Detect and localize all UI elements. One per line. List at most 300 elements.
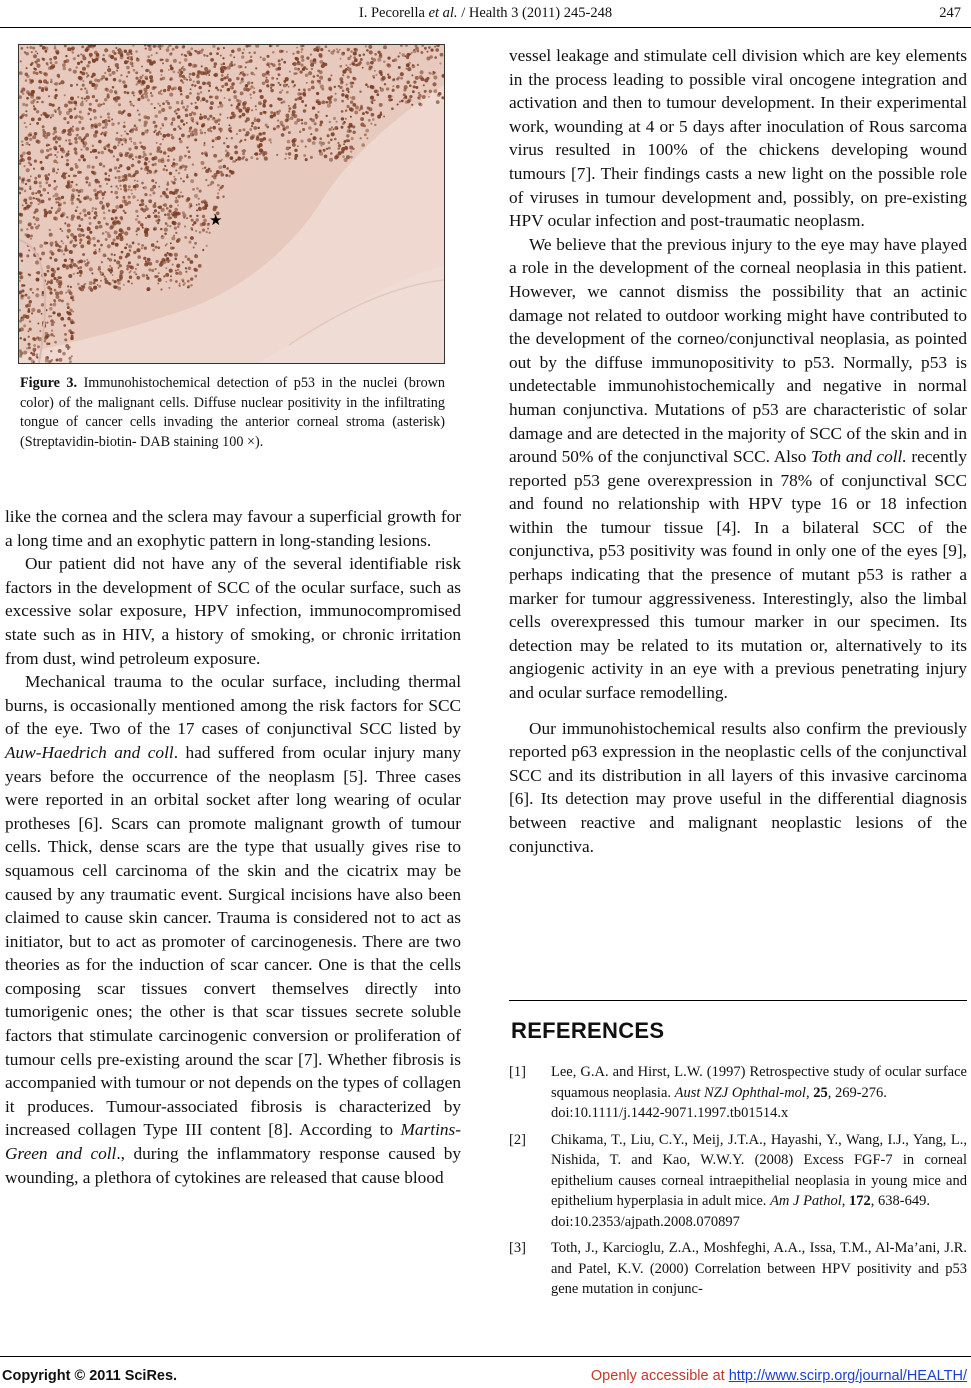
stained-nucleus (431, 49, 434, 52)
stained-nucleus (67, 306, 70, 309)
stained-nucleus (113, 145, 117, 149)
stained-nucleus (135, 71, 138, 74)
stained-nucleus (42, 125, 45, 128)
stained-nucleus (86, 235, 90, 239)
stained-nucleus (360, 58, 363, 61)
stained-nucleus (107, 68, 111, 72)
stained-nucleus (400, 77, 403, 80)
stained-nucleus (212, 139, 215, 142)
stained-nucleus (372, 99, 375, 102)
stained-nucleus (54, 97, 56, 99)
stained-nucleus (196, 187, 199, 190)
reference-item: [2] Chikama, T., Liu, C.Y., Meij, J.T.A., Hayashi, Y., Wang, I.J., Yang, L., Nishida, T. and Kao, W.W.Y. (2008) Excess FGF-7 in corneal epithelium causes corneal intraepithelial neoplasia in young mice and epithelium hyperplasia in adult mice. Am J Pathol, 172, 638-649. doi:10.2353/ajpath.2008.070897 (509, 1131, 967, 1230)
running-head: I. Pecorella et al. / Health 3 (2011) 245-248 (358, 5, 613, 21)
stained-nucleus (139, 141, 142, 144)
stained-nucleus (63, 60, 66, 63)
stained-nucleus (90, 126, 93, 129)
stained-nucleus (58, 245, 60, 247)
stained-nucleus (286, 146, 290, 150)
stained-nucleus (168, 287, 170, 289)
stained-nucleus (33, 216, 36, 219)
stained-nucleus (70, 331, 73, 334)
stained-nucleus (419, 103, 423, 107)
stained-nucleus (308, 71, 312, 75)
stained-nucleus (141, 182, 144, 185)
stained-nucleus (36, 353, 38, 355)
stained-nucleus (58, 204, 61, 207)
stained-nucleus (39, 244, 43, 248)
stained-nucleus (380, 88, 384, 92)
stained-nucleus (287, 140, 291, 144)
stained-nucleus (43, 79, 47, 83)
stained-nucleus (164, 213, 167, 216)
stained-nucleus (57, 151, 59, 153)
stained-nucleus (204, 142, 206, 144)
stained-nucleus (55, 61, 58, 64)
stained-nucleus (434, 89, 438, 93)
stained-nucleus (55, 291, 59, 295)
stained-nucleus (21, 179, 24, 182)
stained-nucleus (346, 84, 348, 86)
stained-nucleus (77, 134, 79, 136)
stained-nucleus (157, 282, 159, 284)
stained-nucleus (82, 253, 85, 256)
stained-nucleus (137, 215, 139, 217)
stained-nucleus (179, 127, 181, 129)
stained-nucleus (226, 137, 228, 139)
reference-doi[interactable]: doi:10.1111/j.1442-9071.1997.tb01514.x (551, 1105, 789, 1121)
stained-nucleus (88, 61, 91, 64)
stained-nucleus (193, 268, 196, 271)
stained-nucleus (286, 117, 290, 121)
stained-nucleus (342, 90, 345, 93)
stained-nucleus (101, 261, 103, 263)
stained-nucleus (119, 164, 122, 167)
stained-nucleus (111, 118, 113, 120)
stained-nucleus (329, 158, 333, 162)
stained-nucleus (193, 128, 197, 132)
stained-nucleus (233, 91, 235, 93)
stained-nucleus (103, 103, 106, 106)
stained-nucleus (90, 118, 92, 120)
stained-nucleus (70, 286, 72, 288)
stained-nucleus (403, 93, 406, 96)
stained-nucleus (31, 312, 33, 314)
stained-nucleus (368, 119, 371, 122)
stained-nucleus (175, 112, 177, 114)
stained-nucleus (172, 117, 176, 121)
stained-nucleus (317, 70, 320, 73)
stained-nucleus (108, 175, 110, 177)
stained-nucleus (186, 176, 189, 179)
stained-nucleus (158, 110, 162, 114)
stained-nucleus (428, 96, 430, 98)
stained-nucleus (177, 268, 180, 271)
stained-nucleus (33, 99, 36, 102)
stained-nucleus (19, 280, 21, 282)
stained-nucleus (140, 223, 143, 226)
stained-nucleus (104, 172, 107, 175)
stained-nucleus (83, 158, 86, 161)
stained-nucleus (124, 91, 127, 94)
stained-nucleus (36, 101, 38, 103)
stained-nucleus (149, 153, 152, 156)
stained-nucleus (133, 69, 136, 72)
stained-nucleus (177, 72, 179, 74)
stained-nucleus (131, 164, 134, 167)
stained-nucleus (284, 158, 286, 160)
stained-nucleus (336, 128, 338, 130)
stained-nucleus (272, 51, 275, 54)
stained-nucleus (151, 94, 154, 97)
stained-nucleus (103, 217, 106, 220)
stained-nucleus (111, 267, 113, 269)
stained-nucleus (250, 156, 253, 159)
stained-nucleus (189, 130, 192, 133)
stained-nucleus (270, 111, 273, 114)
stained-nucleus (194, 173, 198, 177)
stained-nucleus (220, 173, 224, 177)
stained-nucleus (392, 90, 394, 92)
stained-nucleus (321, 100, 325, 104)
stained-nucleus (132, 242, 135, 245)
stained-nucleus (135, 268, 137, 270)
stained-nucleus (65, 247, 68, 250)
stained-nucleus (107, 244, 111, 248)
stained-nucleus (313, 75, 316, 78)
stained-nucleus (104, 278, 107, 281)
stained-nucleus (99, 225, 103, 229)
stained-nucleus (33, 344, 36, 347)
stained-nucleus (53, 303, 57, 307)
stained-nucleus (80, 218, 83, 221)
stained-nucleus (175, 270, 177, 272)
stained-nucleus (341, 126, 344, 129)
open-access-notice: Openly accessible at http://www.scirp.org/journal/HEALTH/ (590, 1368, 967, 1384)
stained-nucleus (295, 98, 298, 101)
stained-nucleus (87, 113, 90, 116)
stained-nucleus (58, 145, 61, 148)
stained-nucleus (73, 244, 77, 248)
stained-nucleus (94, 125, 97, 128)
stained-nucleus (339, 65, 342, 68)
stained-nucleus (128, 185, 131, 188)
stained-nucleus (358, 54, 361, 57)
stained-nucleus (147, 288, 150, 291)
stained-nucleus (69, 258, 71, 260)
stained-nucleus (203, 115, 207, 119)
stained-nucleus (120, 74, 122, 76)
stained-nucleus (35, 51, 37, 53)
paragraph: like the cornea and the sclera may favour a superficial growth for a long time and an exophytic pattern in long-standing lesions. (5, 507, 461, 550)
reference-doi[interactable]: doi:10.2353/ajpath.2008.070897 (551, 1213, 740, 1230)
stained-nucleus (200, 223, 204, 227)
stained-nucleus (80, 88, 82, 90)
stained-nucleus (221, 185, 224, 188)
stained-nucleus (371, 102, 373, 104)
stained-nucleus (157, 246, 160, 249)
stained-nucleus (76, 184, 78, 186)
references-heading: REFERENCES (511, 1018, 665, 1043)
stained-nucleus (123, 84, 127, 88)
stained-nucleus (428, 72, 430, 74)
stained-nucleus (113, 155, 115, 157)
stained-nucleus (241, 55, 244, 58)
stained-nucleus (179, 140, 183, 144)
stained-nucleus (177, 238, 181, 242)
stained-nucleus (177, 195, 181, 199)
stained-nucleus (204, 67, 208, 71)
stained-nucleus (69, 250, 73, 254)
stained-nucleus (118, 103, 121, 106)
stained-nucleus (50, 61, 53, 64)
stained-nucleus (297, 61, 301, 65)
stained-nucleus (255, 109, 257, 111)
stained-nucleus (23, 324, 26, 327)
stained-nucleus (346, 87, 350, 91)
stained-nucleus (160, 78, 163, 81)
stained-nucleus (99, 185, 102, 188)
stained-nucleus (326, 148, 328, 150)
stained-nucleus (209, 106, 213, 110)
stained-nucleus (398, 66, 401, 69)
stained-nucleus (123, 125, 126, 128)
stained-nucleus (406, 81, 410, 85)
stained-nucleus (310, 54, 312, 56)
stained-nucleus (139, 76, 142, 79)
stained-nucleus (323, 149, 326, 152)
stained-nucleus (117, 220, 119, 222)
stained-nucleus (101, 132, 103, 134)
stained-nucleus (302, 92, 306, 96)
stained-nucleus (293, 62, 297, 66)
stained-nucleus (420, 70, 424, 74)
stained-nucleus (128, 188, 130, 190)
stained-nucleus (103, 146, 106, 149)
stained-nucleus (245, 66, 247, 68)
stained-nucleus (263, 137, 267, 141)
stained-nucleus (306, 56, 309, 59)
stained-nucleus (123, 188, 127, 192)
stained-nucleus (202, 249, 204, 251)
stained-nucleus (352, 148, 355, 151)
stained-nucleus (343, 140, 346, 143)
stained-nucleus (340, 58, 342, 60)
stained-nucleus (127, 71, 130, 74)
stained-nucleus (217, 106, 219, 108)
stained-nucleus (265, 79, 269, 83)
stained-nucleus (288, 110, 290, 112)
stained-nucleus (130, 53, 132, 55)
stained-nucleus (24, 122, 26, 124)
stained-nucleus (362, 67, 364, 69)
stained-nucleus (65, 344, 69, 348)
stained-nucleus (45, 156, 49, 160)
stained-nucleus (179, 283, 181, 285)
stained-nucleus (432, 82, 436, 86)
stained-nucleus (59, 291, 63, 295)
stained-nucleus (367, 86, 369, 88)
stained-nucleus (238, 115, 241, 118)
stained-nucleus (177, 204, 179, 206)
stained-nucleus (246, 117, 250, 121)
stained-nucleus (300, 140, 303, 143)
stained-nucleus (38, 86, 41, 89)
stained-nucleus (352, 103, 356, 107)
stained-nucleus (280, 98, 283, 101)
stained-nucleus (328, 97, 332, 101)
stained-nucleus (324, 155, 328, 159)
stained-nucleus (31, 51, 33, 53)
stained-nucleus (276, 78, 278, 80)
stained-nucleus (28, 336, 30, 338)
stained-nucleus (157, 222, 159, 224)
stained-nucleus (219, 113, 221, 115)
stained-nucleus (179, 74, 183, 78)
stained-nucleus (221, 159, 223, 161)
stained-nucleus (199, 117, 202, 120)
stained-nucleus (305, 158, 308, 161)
stained-nucleus (31, 62, 34, 65)
stained-nucleus (21, 260, 23, 262)
stained-nucleus (61, 156, 63, 158)
stained-nucleus (312, 141, 316, 145)
stained-nucleus (183, 284, 185, 286)
stained-nucleus (365, 83, 368, 86)
stained-nucleus (25, 137, 28, 140)
stained-nucleus (89, 222, 92, 225)
stained-nucleus (345, 68, 348, 71)
stained-nucleus (333, 128, 335, 130)
stained-nucleus (115, 92, 118, 95)
stained-nucleus (79, 275, 81, 277)
stained-nucleus (166, 48, 170, 52)
stained-nucleus (31, 118, 35, 122)
stained-nucleus (36, 53, 38, 55)
stained-nucleus (281, 89, 283, 91)
stained-nucleus (345, 64, 347, 66)
stained-nucleus (154, 275, 157, 278)
stained-nucleus (54, 154, 56, 156)
stained-nucleus (136, 57, 138, 59)
stained-nucleus (380, 77, 384, 81)
stained-nucleus (89, 103, 92, 106)
stained-nucleus (145, 217, 147, 219)
stained-nucleus (92, 171, 95, 174)
stained-nucleus (201, 48, 204, 51)
stained-nucleus (93, 278, 96, 281)
stained-nucleus (217, 89, 220, 92)
stained-nucleus (433, 76, 437, 80)
stained-nucleus (306, 82, 308, 84)
stained-nucleus (285, 77, 289, 81)
stained-nucleus (117, 176, 120, 179)
stained-nucleus (169, 191, 173, 195)
stained-nucleus (33, 71, 36, 74)
stained-nucleus (281, 58, 283, 60)
stained-nucleus (168, 69, 170, 71)
stained-nucleus (137, 160, 140, 163)
stained-nucleus (256, 135, 259, 138)
stained-nucleus (160, 133, 162, 135)
journal-link[interactable]: http://www.scirp.org/journal/HEALTH/ (728, 1368, 967, 1384)
stained-nucleus (73, 57, 76, 60)
stained-nucleus (171, 122, 173, 124)
stained-nucleus (160, 228, 162, 230)
stained-nucleus (194, 254, 198, 258)
stained-nucleus (111, 217, 114, 220)
stained-nucleus (138, 113, 140, 115)
stained-nucleus (115, 243, 119, 247)
stained-nucleus (350, 97, 352, 99)
stained-nucleus (360, 105, 363, 108)
stained-nucleus (182, 165, 185, 168)
stained-nucleus (145, 260, 147, 262)
stained-nucleus (304, 90, 306, 92)
stained-nucleus (147, 172, 149, 174)
stained-nucleus (33, 197, 35, 199)
stained-nucleus (109, 269, 113, 273)
stained-nucleus (153, 121, 156, 124)
stained-nucleus (149, 71, 151, 73)
stained-nucleus (169, 269, 173, 273)
stained-nucleus (167, 213, 171, 217)
stained-nucleus (167, 252, 169, 254)
stained-nucleus (38, 203, 40, 205)
stained-nucleus (184, 168, 186, 170)
stained-nucleus (75, 210, 78, 213)
stained-nucleus (276, 111, 280, 115)
stained-nucleus (123, 184, 127, 188)
stained-nucleus (315, 117, 317, 119)
stained-nucleus (157, 219, 160, 222)
stained-nucleus (145, 205, 148, 208)
stained-nucleus (134, 146, 138, 150)
stained-nucleus (143, 151, 146, 154)
paragraph: Our immunohistochemical results also confirm the previously reported p63 expression in the neoplastic cells of the conjunctival SCC and its distribution in all layers of this invasive carcinoma [6]. Its detection may prove useful in the differential diagnosis between reactive and malignant neoplastic lesions of the conjunctiva. (509, 718, 967, 856)
stained-nucleus (240, 139, 242, 141)
stained-nucleus (70, 313, 72, 315)
stained-nucleus (120, 270, 124, 274)
stained-nucleus (63, 324, 66, 327)
stained-nucleus (94, 87, 97, 90)
stained-nucleus (157, 215, 160, 218)
stained-nucleus (360, 117, 364, 121)
stained-nucleus (199, 86, 202, 89)
stained-nucleus (374, 53, 377, 56)
stained-nucleus (66, 303, 69, 306)
stained-nucleus (111, 224, 115, 228)
stained-nucleus (81, 128, 83, 130)
stained-nucleus (167, 147, 171, 151)
stained-nucleus (26, 347, 28, 349)
stained-nucleus (289, 71, 291, 73)
stained-nucleus (209, 115, 212, 118)
stained-nucleus (173, 59, 177, 63)
stained-nucleus (277, 120, 279, 122)
stained-nucleus (86, 64, 89, 67)
stained-nucleus (192, 188, 195, 191)
stained-nucleus (55, 89, 58, 92)
stained-nucleus (179, 62, 181, 64)
stained-nucleus (270, 142, 272, 144)
stained-nucleus (366, 137, 368, 139)
stained-nucleus (32, 292, 34, 294)
stained-nucleus (226, 167, 229, 170)
stained-nucleus (350, 101, 353, 104)
stained-nucleus (29, 186, 31, 188)
stained-nucleus (69, 309, 72, 312)
